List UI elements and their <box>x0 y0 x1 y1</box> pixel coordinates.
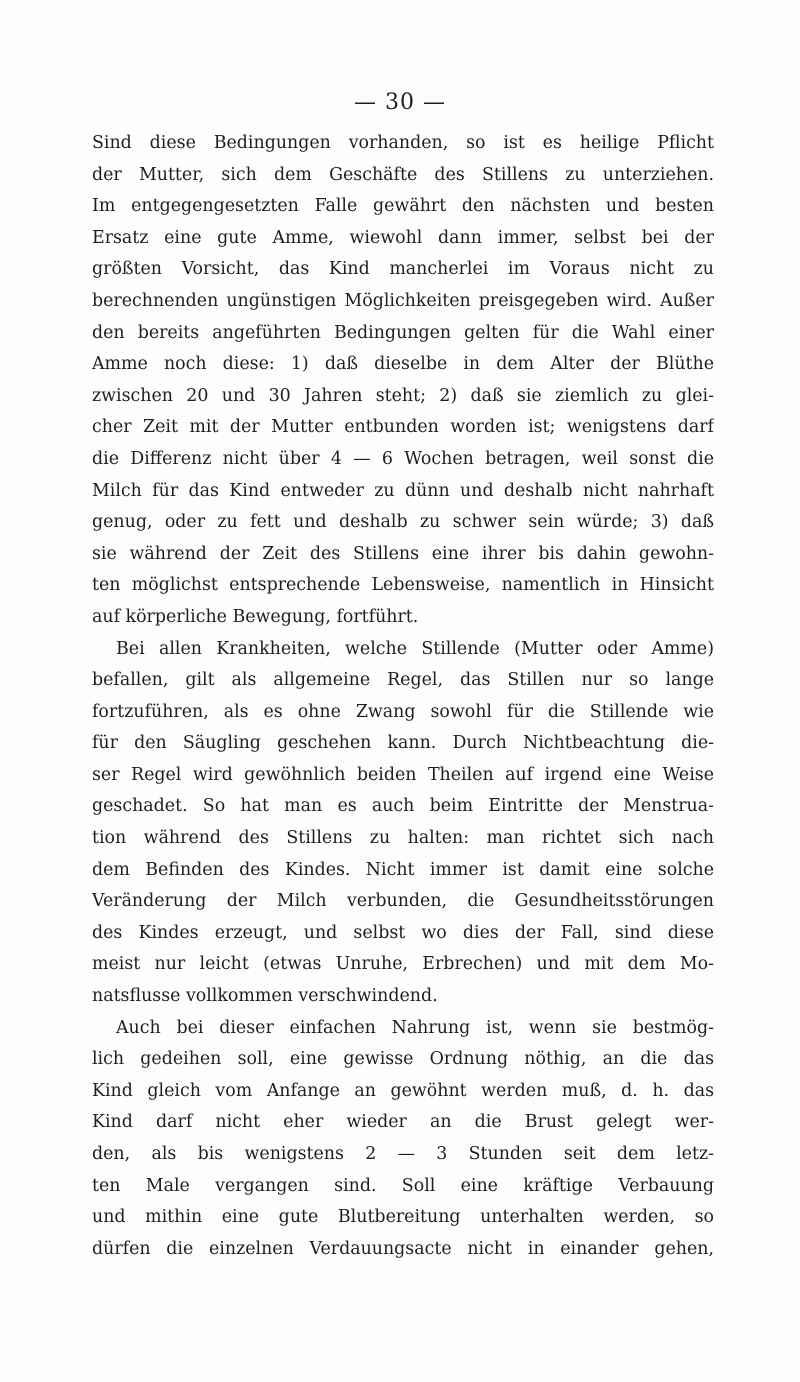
text-line: geschadet. So hat man es auch beim Eintritte der Menstrua- <box>92 796 714 817</box>
text-line: dürfen die einzelnen Verdauungsacte nicht in einander gehen, <box>92 1238 714 1259</box>
text-line: Amme noch diese: 1) daß dieselbe in dem Alter der Blüthe <box>92 354 714 375</box>
text-line: die Differenz nicht über 4 — 6 Wochen betragen, weil sonst die <box>92 448 714 469</box>
text-line: und mithin eine gute Blutbereitung unterhalten werden, so <box>92 1207 714 1228</box>
text-line: der Mutter, sich dem Geschäfte des Stillens zu unterziehen. <box>92 164 714 185</box>
body-text <box>92 128 714 1265</box>
text-line: Bei allen Krankheiten, welche Stillende (Mutter oder Amme) <box>116 638 714 659</box>
text-line: dem Befinden des Kindes. Nicht immer ist damit eine solche <box>92 859 714 880</box>
text-line: Im entgegengesetzten Falle gewährt den nächsten und besten <box>92 196 714 217</box>
text-line: Milch für das Kind entweder zu dünn und deshalb nicht nahrhaft <box>92 480 714 501</box>
text-line: den, als bis wenigstens 2 — 3 Stunden seit dem letz- <box>92 1144 714 1164</box>
text-line: Veränderung der Milch verbunden, die Gesundheitsstörungen <box>92 891 714 912</box>
text-line: Ersatz eine gute Amme, wiewohl dann immer, selbst bei der <box>92 227 714 248</box>
text-line: Sind diese Bedingungen vorhanden, so ist es heilige Pflicht <box>92 133 714 153</box>
text-line: natsflusse vollkommen verschwindend. <box>92 986 438 1007</box>
text-line: lich gedeihen soll, eine gewisse Ordnung nöthig, an die das <box>92 1049 714 1070</box>
text-line: tion während des Stillens zu halten: man richtet sich nach <box>92 828 714 849</box>
text-line: ser Regel wird gewöhnlich beiden Theilen auf irgend eine Weise <box>92 764 714 785</box>
text-line: größten Vorsicht, das Kind mancherlei im Voraus nicht zu <box>92 259 714 280</box>
text-line: sie während der Zeit des Stillens eine ihrer bis dahin gewohn- <box>92 543 714 564</box>
text-line: meist nur leicht (etwas Unruhe, Erbrechen) und mit dem Mo- <box>92 954 714 975</box>
text-line: Kind darf nicht eher wieder an die Brust gelegt wer- <box>92 1112 714 1133</box>
text-line: berechnenden ungünstigen Möglichkeiten preisgegeben wird. Außer <box>92 290 714 311</box>
page-number: — 30 — <box>354 90 446 115</box>
text-line: ten Male vergangen sind. Soll eine kräftige Verbauung <box>92 1175 714 1196</box>
text-line: zwischen 20 und 30 Jahren steht; 2) daß sie ziemlich zu glei- <box>92 385 714 406</box>
text-line: ten möglichst entsprechende Lebensweise, namentlich in Hinsicht <box>92 575 714 596</box>
text-line: für den Säugling geschehen kann. Durch Nichtbeachtung die- <box>92 733 714 754</box>
text-line: befallen, gilt als allgemeine Regel, das Stillen nur so lange <box>92 670 714 691</box>
text-line: Auch bei dieser einfachen Nahrung ist, wenn sie bestmög- <box>116 1017 714 1038</box>
text-line: fortzuführen, als es ohne Zwang sowohl für die Stillende wie <box>92 701 714 722</box>
text-line: genug, oder zu fett und deshalb zu schwer sein würde; 3) daß <box>92 512 714 533</box>
text-line: des Kindes erzeugt, und selbst wo dies der Fall, sind diese <box>92 922 714 943</box>
text-line: auf körperliche Bewegung, fortführt. <box>92 606 419 627</box>
text-line: den bereits angeführten Bedingungen gelten für die Wahl einer <box>92 322 714 343</box>
text-line: cher Zeit mit der Mutter entbunden worden ist; wenigstens darf <box>92 417 714 438</box>
text-line: Kind gleich vom Anfange an gewöhnt werden muß, d. h. das <box>92 1080 714 1101</box>
